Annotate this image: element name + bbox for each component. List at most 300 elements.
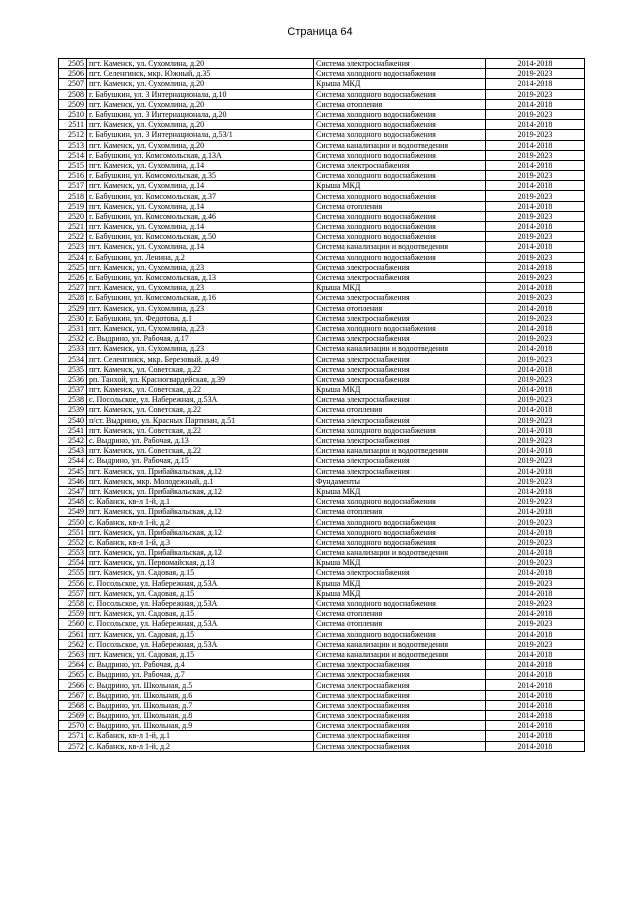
table-row: [59, 466, 585, 476]
table-row: [59, 446, 585, 456]
system-cell: Система электроснабжения: [314, 660, 486, 670]
address-cell: с. Кабанск, кв-л 1-й, д.3: [87, 537, 314, 547]
table-row: [59, 629, 585, 639]
address-cell: с. Выдрино, ул. Рабочая, д.4: [87, 660, 314, 670]
table-row: [59, 670, 585, 680]
address-cell: г. Бабушкин, ул. Комсомольская, д.16: [87, 293, 314, 303]
period-cell: 2014-2018: [486, 160, 585, 170]
repair-schedule-table: [58, 58, 585, 752]
address-cell: пгт. Каменск, ул. Сухомлина, д.14: [87, 242, 314, 252]
row-number-cell: 2572: [59, 741, 87, 751]
address-cell: пгт. Каменск, ул. Сухомлина, д.20: [87, 140, 314, 150]
row-number-cell: 2526: [59, 272, 87, 282]
system-cell: Система электроснабжения: [314, 374, 486, 384]
period-cell: 2014-2018: [486, 446, 585, 456]
system-cell: Система холодного водоснабжения: [314, 69, 486, 79]
period-cell: 2014-2018: [486, 385, 585, 395]
address-cell: пгт. Каменск, ул. Советская, д.22: [87, 446, 314, 456]
system-cell: Система электроснабжения: [314, 334, 486, 344]
table-row: [59, 191, 585, 201]
system-cell: Система холодного водоснабжения: [314, 517, 486, 527]
table-row: [59, 578, 585, 588]
address-cell: пгт. Селенгинск, мкр. Южный, д.35: [87, 69, 314, 79]
row-number-cell: 2571: [59, 731, 87, 741]
row-number-cell: 2561: [59, 629, 87, 639]
period-cell: 2014-2018: [486, 711, 585, 721]
period-cell: 2019-2023: [486, 639, 585, 649]
system-cell: Система холодного водоснабжения: [314, 191, 486, 201]
system-cell: Система электроснабжения: [314, 364, 486, 374]
address-cell: с. Выдрино, ул. Рабочая, д.7: [87, 670, 314, 680]
row-number-cell: 2509: [59, 99, 87, 109]
period-cell: 2014-2018: [486, 425, 585, 435]
system-cell: Система холодного водоснабжения: [314, 323, 486, 333]
address-cell: г. Бабушкин, ул. Ленина, д.2: [87, 252, 314, 262]
table-row: [59, 109, 585, 119]
period-cell: 2014-2018: [486, 120, 585, 130]
period-cell: 2019-2023: [486, 578, 585, 588]
table-row: [59, 507, 585, 517]
period-cell: 2014-2018: [486, 486, 585, 496]
table-row: [59, 588, 585, 598]
row-number-cell: 2545: [59, 466, 87, 476]
table-row: [59, 527, 585, 537]
system-cell: Фундаменты: [314, 476, 486, 486]
period-cell: 2019-2023: [486, 415, 585, 425]
page-number-header: Страница 64: [287, 26, 353, 38]
table-row: [59, 242, 585, 252]
period-cell: 2014-2018: [486, 527, 585, 537]
period-cell: 2019-2023: [486, 456, 585, 466]
address-cell: пгт. Каменск, ул. Советская, д.22: [87, 405, 314, 415]
table-row: [59, 150, 585, 160]
address-cell: г. Бабушкин, ул. Комсомольская, д.13: [87, 272, 314, 282]
period-cell: 2019-2023: [486, 334, 585, 344]
table-row: [59, 232, 585, 242]
address-cell: пгт. Каменск, ул. Сухомлина, д.23: [87, 262, 314, 272]
system-cell: Система электроснабжения: [314, 435, 486, 445]
system-cell: Система холодного водоснабжения: [314, 130, 486, 140]
row-number-cell: 2563: [59, 649, 87, 659]
system-cell: Система холодного водоснабжения: [314, 89, 486, 99]
period-cell: 2019-2023: [486, 497, 585, 507]
system-cell: Крыша МКД: [314, 578, 486, 588]
table-row: [59, 130, 585, 140]
system-cell: Система электроснабжения: [314, 354, 486, 364]
table-row: [59, 690, 585, 700]
table-row: [59, 619, 585, 629]
table-row: [59, 558, 585, 568]
table-row: [59, 364, 585, 374]
address-cell: пгт. Каменск, ул. Сухомлина, д.23: [87, 323, 314, 333]
address-cell: г. Бабушкин, ул. Федотова, д.1: [87, 313, 314, 323]
address-cell: г. Бабушкин, ул. Комсомольская, д.37: [87, 191, 314, 201]
table-row: [59, 171, 585, 181]
system-cell: Система электроснабжения: [314, 415, 486, 425]
period-cell: 2014-2018: [486, 629, 585, 639]
address-cell: п/ст. Выдрино, ул. Красных Партизан, д.51: [87, 415, 314, 425]
table-row: [59, 568, 585, 578]
address-cell: пгт. Каменск, ул. Прибайкальская, д.12: [87, 548, 314, 558]
period-cell: 2019-2023: [486, 374, 585, 384]
address-cell: пгт. Каменск, ул. Сухомлина, д.14: [87, 160, 314, 170]
table-row: [59, 140, 585, 150]
period-cell: 2014-2018: [486, 670, 585, 680]
system-cell: Система электроснабжения: [314, 160, 486, 170]
system-cell: Крыша МКД: [314, 181, 486, 191]
address-cell: с. Кабанск, кв-л 1-й, д.1: [87, 497, 314, 507]
system-cell: Крыша МКД: [314, 558, 486, 568]
table-row: [59, 222, 585, 232]
system-cell: Система холодного водоснабжения: [314, 232, 486, 242]
table-row: [59, 272, 585, 282]
period-cell: 2019-2023: [486, 130, 585, 140]
row-number-cell: 2537: [59, 385, 87, 395]
address-cell: пгт. Каменск, ул. Садовая, д.15: [87, 649, 314, 659]
system-cell: Система электроснабжения: [314, 670, 486, 680]
period-cell: 2019-2023: [486, 476, 585, 486]
address-cell: пгт. Каменск, ул. Садовая, д.15: [87, 629, 314, 639]
system-cell: Система отопления: [314, 507, 486, 517]
address-cell: пгт. Каменск, ул. Прибайкальская, д.12: [87, 527, 314, 537]
system-cell: Система отопления: [314, 201, 486, 211]
row-number-cell: 2519: [59, 201, 87, 211]
row-number-cell: 2567: [59, 690, 87, 700]
address-cell: с. Кабанск, кв-л 1-й, д.2: [87, 741, 314, 751]
address-cell: с. Выдрино, ул. Рабочая, д.13: [87, 435, 314, 445]
table-row: [59, 700, 585, 710]
row-number-cell: 2531: [59, 323, 87, 333]
address-cell: г. Бабушкин, ул. Комсомольская, д.35: [87, 171, 314, 181]
period-cell: 2019-2023: [486, 517, 585, 527]
table-row: [59, 120, 585, 130]
address-cell: пгт. Каменск, ул. Прибайкальская, д.12: [87, 486, 314, 496]
table-row: [59, 293, 585, 303]
table-row: [59, 252, 585, 262]
table-row: [59, 69, 585, 79]
table-row: [59, 435, 585, 445]
table-row: [59, 211, 585, 221]
period-cell: 2019-2023: [486, 252, 585, 262]
table-row: [59, 517, 585, 527]
row-number-cell: 2559: [59, 609, 87, 619]
system-cell: Система электроснабжения: [314, 731, 486, 741]
table-row: [59, 649, 585, 659]
system-cell: Система электроснабжения: [314, 700, 486, 710]
system-cell: Крыша МКД: [314, 79, 486, 89]
system-cell: Крыша МКД: [314, 486, 486, 496]
row-number-cell: 2558: [59, 598, 87, 608]
period-cell: 2014-2018: [486, 700, 585, 710]
period-cell: 2014-2018: [486, 262, 585, 272]
period-cell: 2014-2018: [486, 140, 585, 150]
row-number-cell: 2542: [59, 435, 87, 445]
address-cell: пгт. Каменск, ул. Прибайкальская, д.12: [87, 507, 314, 517]
table-row: [59, 313, 585, 323]
row-number-cell: 2516: [59, 171, 87, 181]
system-cell: Система электроснабжения: [314, 456, 486, 466]
table-row: [59, 425, 585, 435]
row-number-cell: 2518: [59, 191, 87, 201]
row-number-cell: 2527: [59, 283, 87, 293]
address-cell: г. Бабушкин, ул. 3 Интернационала, д.53/1: [87, 130, 314, 140]
period-cell: 2019-2023: [486, 191, 585, 201]
address-cell: пгт. Каменск, ул. Первомайская, д.13: [87, 558, 314, 568]
row-number-cell: 2529: [59, 303, 87, 313]
address-cell: с. Выдрино, ул. Школьная, д.6: [87, 690, 314, 700]
period-cell: 2014-2018: [486, 405, 585, 415]
period-cell: 2014-2018: [486, 721, 585, 731]
address-cell: г. Бабушкин, ул. 3 Интернационала, д.20: [87, 109, 314, 119]
table-row: [59, 537, 585, 547]
period-cell: 2019-2023: [486, 619, 585, 629]
system-cell: Система канализации и водоотведения: [314, 242, 486, 252]
period-cell: 2019-2023: [486, 232, 585, 242]
system-cell: Система холодного водоснабжения: [314, 497, 486, 507]
period-cell: 2019-2023: [486, 313, 585, 323]
table-row: [59, 456, 585, 466]
system-cell: Система холодного водоснабжения: [314, 252, 486, 262]
period-cell: 2014-2018: [486, 649, 585, 659]
table-row: [59, 476, 585, 486]
table-row: [59, 598, 585, 608]
row-number-cell: 2521: [59, 222, 87, 232]
row-number-cell: 2534: [59, 354, 87, 364]
period-cell: 2019-2023: [486, 395, 585, 405]
period-cell: 2014-2018: [486, 201, 585, 211]
row-number-cell: 2570: [59, 721, 87, 731]
table-row: [59, 181, 585, 191]
row-number-cell: 2533: [59, 344, 87, 354]
period-cell: 2019-2023: [486, 598, 585, 608]
table-row: [59, 385, 585, 395]
row-number-cell: 2539: [59, 405, 87, 415]
table-row: [59, 405, 585, 415]
table-row: [59, 262, 585, 272]
row-number-cell: 2524: [59, 252, 87, 262]
system-cell: Система электроснабжения: [314, 690, 486, 700]
address-cell: пгт. Каменск, ул. Сухомлина, д.20: [87, 120, 314, 130]
table-row: [59, 497, 585, 507]
address-cell: с. Выдрино, ул. Школьная, д.8: [87, 711, 314, 721]
system-cell: Система электроснабжения: [314, 395, 486, 405]
system-cell: Система холодного водоснабжения: [314, 598, 486, 608]
row-number-cell: 2546: [59, 476, 87, 486]
system-cell: Система отопления: [314, 99, 486, 109]
row-number-cell: 2517: [59, 181, 87, 191]
address-cell: пгт. Каменск, ул. Сухомлина, д.23: [87, 303, 314, 313]
row-number-cell: 2508: [59, 89, 87, 99]
address-cell: пгт. Каменск, ул. Сухомлина, д.20: [87, 59, 314, 69]
period-cell: 2014-2018: [486, 690, 585, 700]
system-cell: Система электроснабжения: [314, 293, 486, 303]
address-cell: пгт. Каменск, ул. Сухомлина, д.14: [87, 181, 314, 191]
period-cell: 2014-2018: [486, 588, 585, 598]
table-row: [59, 303, 585, 313]
table-row: [59, 711, 585, 721]
row-number-cell: 2551: [59, 527, 87, 537]
system-cell: Крыша МКД: [314, 283, 486, 293]
row-number-cell: 2506: [59, 69, 87, 79]
system-cell: Система холодного водоснабжения: [314, 109, 486, 119]
table-row: [59, 201, 585, 211]
row-number-cell: 2554: [59, 558, 87, 568]
address-cell: с. Посольское, ул. Набережная, д.53А: [87, 395, 314, 405]
table-row: [59, 731, 585, 741]
system-cell: Система холодного водоснабжения: [314, 527, 486, 537]
table-row: [59, 79, 585, 89]
system-cell: Система электроснабжения: [314, 721, 486, 731]
row-number-cell: 2507: [59, 79, 87, 89]
row-number-cell: 2541: [59, 425, 87, 435]
row-number-cell: 2540: [59, 415, 87, 425]
period-cell: 2019-2023: [486, 558, 585, 568]
period-cell: 2014-2018: [486, 680, 585, 690]
row-number-cell: 2552: [59, 537, 87, 547]
table-row: [59, 609, 585, 619]
table-row: [59, 59, 585, 69]
address-cell: пгт. Каменск, ул. Садовая, д.15: [87, 609, 314, 619]
table-row: [59, 334, 585, 344]
row-number-cell: 2530: [59, 313, 87, 323]
address-cell: пгт. Каменск, ул. Сухомлина, д.23: [87, 344, 314, 354]
period-cell: 2019-2023: [486, 89, 585, 99]
address-cell: рп. Танхой, ул. Красногвардейская, д.39: [87, 374, 314, 384]
period-cell: 2019-2023: [486, 171, 585, 181]
period-cell: 2019-2023: [486, 272, 585, 282]
table-row: [59, 283, 585, 293]
address-cell: с. Выдрино, ул. Школьная, д.7: [87, 700, 314, 710]
system-cell: Система холодного водоснабжения: [314, 211, 486, 221]
row-number-cell: 2557: [59, 588, 87, 598]
row-number-cell: 2560: [59, 619, 87, 629]
period-cell: 2014-2018: [486, 660, 585, 670]
system-cell: Система канализации и водоотведения: [314, 639, 486, 649]
period-cell: 2014-2018: [486, 99, 585, 109]
period-cell: 2019-2023: [486, 293, 585, 303]
period-cell: 2014-2018: [486, 344, 585, 354]
address-cell: пгт. Каменск, ул. Советская, д.22: [87, 364, 314, 374]
system-cell: Система электроснабжения: [314, 741, 486, 751]
system-cell: Система электроснабжения: [314, 680, 486, 690]
address-cell: с. Посольское, ул. Набережная, д.53А: [87, 598, 314, 608]
period-cell: 2014-2018: [486, 364, 585, 374]
period-cell: 2019-2023: [486, 150, 585, 160]
system-cell: Система канализации и водоотведения: [314, 548, 486, 558]
table-row: [59, 354, 585, 364]
period-cell: 2014-2018: [486, 222, 585, 232]
system-cell: Система электроснабжения: [314, 272, 486, 282]
period-cell: 2014-2018: [486, 283, 585, 293]
address-cell: пгт. Селенгинск, мкр. Березовый, д.49: [87, 354, 314, 364]
table-row: [59, 415, 585, 425]
row-number-cell: 2536: [59, 374, 87, 384]
period-cell: 2014-2018: [486, 323, 585, 333]
row-number-cell: 2514: [59, 150, 87, 160]
row-number-cell: 2553: [59, 548, 87, 558]
address-cell: г. Бабушкин, ул. Комсомольская, д.13А: [87, 150, 314, 160]
table-row: [59, 548, 585, 558]
row-number-cell: 2566: [59, 680, 87, 690]
system-cell: Система холодного водоснабжения: [314, 629, 486, 639]
row-number-cell: 2568: [59, 700, 87, 710]
address-cell: г. Бабушкин, ул. Комсомольская, д.46: [87, 211, 314, 221]
row-number-cell: 2505: [59, 59, 87, 69]
table-row: [59, 660, 585, 670]
row-number-cell: 2511: [59, 120, 87, 130]
row-number-cell: 2520: [59, 211, 87, 221]
system-cell: Система электроснабжения: [314, 466, 486, 476]
table-row: [59, 160, 585, 170]
system-cell: Система электроснабжения: [314, 313, 486, 323]
address-cell: г. Бабушкин, ул. 3 Интернационала, д.10: [87, 89, 314, 99]
address-cell: пгт. Каменск, ул. Садовая, д.15: [87, 588, 314, 598]
address-cell: г. Бабушкин, ул. Комсомольская, д.50: [87, 232, 314, 242]
table-row: [59, 323, 585, 333]
row-number-cell: 2548: [59, 497, 87, 507]
row-number-cell: 2523: [59, 242, 87, 252]
system-cell: Крыша МКД: [314, 385, 486, 395]
period-cell: 2014-2018: [486, 466, 585, 476]
system-cell: Система электроснабжения: [314, 262, 486, 272]
address-cell: с. Посольское, ул. Набережная, д.53А: [87, 578, 314, 588]
row-number-cell: 2555: [59, 568, 87, 578]
system-cell: Система отопления: [314, 405, 486, 415]
period-cell: 2019-2023: [486, 109, 585, 119]
row-number-cell: 2547: [59, 486, 87, 496]
address-cell: с. Посольское, ул. Набережная, д.53А: [87, 639, 314, 649]
period-cell: 2014-2018: [486, 507, 585, 517]
period-cell: 2014-2018: [486, 79, 585, 89]
system-cell: Система канализации и водоотведения: [314, 344, 486, 354]
row-number-cell: 2564: [59, 660, 87, 670]
row-number-cell: 2549: [59, 507, 87, 517]
period-cell: 2014-2018: [486, 303, 585, 313]
row-number-cell: 2544: [59, 456, 87, 466]
address-cell: пгт. Каменск, ул. Сухомлина, д.14: [87, 201, 314, 211]
system-cell: Система электроснабжения: [314, 59, 486, 69]
row-number-cell: 2565: [59, 670, 87, 680]
system-cell: Система холодного водоснабжения: [314, 150, 486, 160]
row-number-cell: 2513: [59, 140, 87, 150]
address-cell: пгт. Каменск, ул. Сухомлина, д.20: [87, 99, 314, 109]
row-number-cell: 2522: [59, 232, 87, 242]
system-cell: Крыша МКД: [314, 588, 486, 598]
system-cell: Система холодного водоснабжения: [314, 222, 486, 232]
system-cell: Система отопления: [314, 303, 486, 313]
row-number-cell: 2532: [59, 334, 87, 344]
period-cell: 2014-2018: [486, 731, 585, 741]
table-row: [59, 639, 585, 649]
period-cell: 2019-2023: [486, 69, 585, 79]
period-cell: 2019-2023: [486, 537, 585, 547]
table-row: [59, 680, 585, 690]
system-cell: Система электроснабжения: [314, 568, 486, 578]
address-cell: с. Выдрино, ул. Школьная, д.9: [87, 721, 314, 731]
period-cell: 2014-2018: [486, 548, 585, 558]
address-cell: с. Выдрино, ул. Школьная, д.5: [87, 680, 314, 690]
period-cell: 2014-2018: [486, 568, 585, 578]
address-cell: пгт. Каменск, мкр. Молодежный, д.1: [87, 476, 314, 486]
address-cell: пгт. Каменск, ул. Советская, д.22: [87, 425, 314, 435]
table-body: [59, 59, 585, 752]
address-cell: пгт. Каменск, ул. Прибайкальская, д.12: [87, 466, 314, 476]
address-cell: с. Кабанск, кв-л 1-й, д.1: [87, 731, 314, 741]
table-row: [59, 344, 585, 354]
row-number-cell: 2569: [59, 711, 87, 721]
period-cell: 2014-2018: [486, 609, 585, 619]
table-row: [59, 89, 585, 99]
